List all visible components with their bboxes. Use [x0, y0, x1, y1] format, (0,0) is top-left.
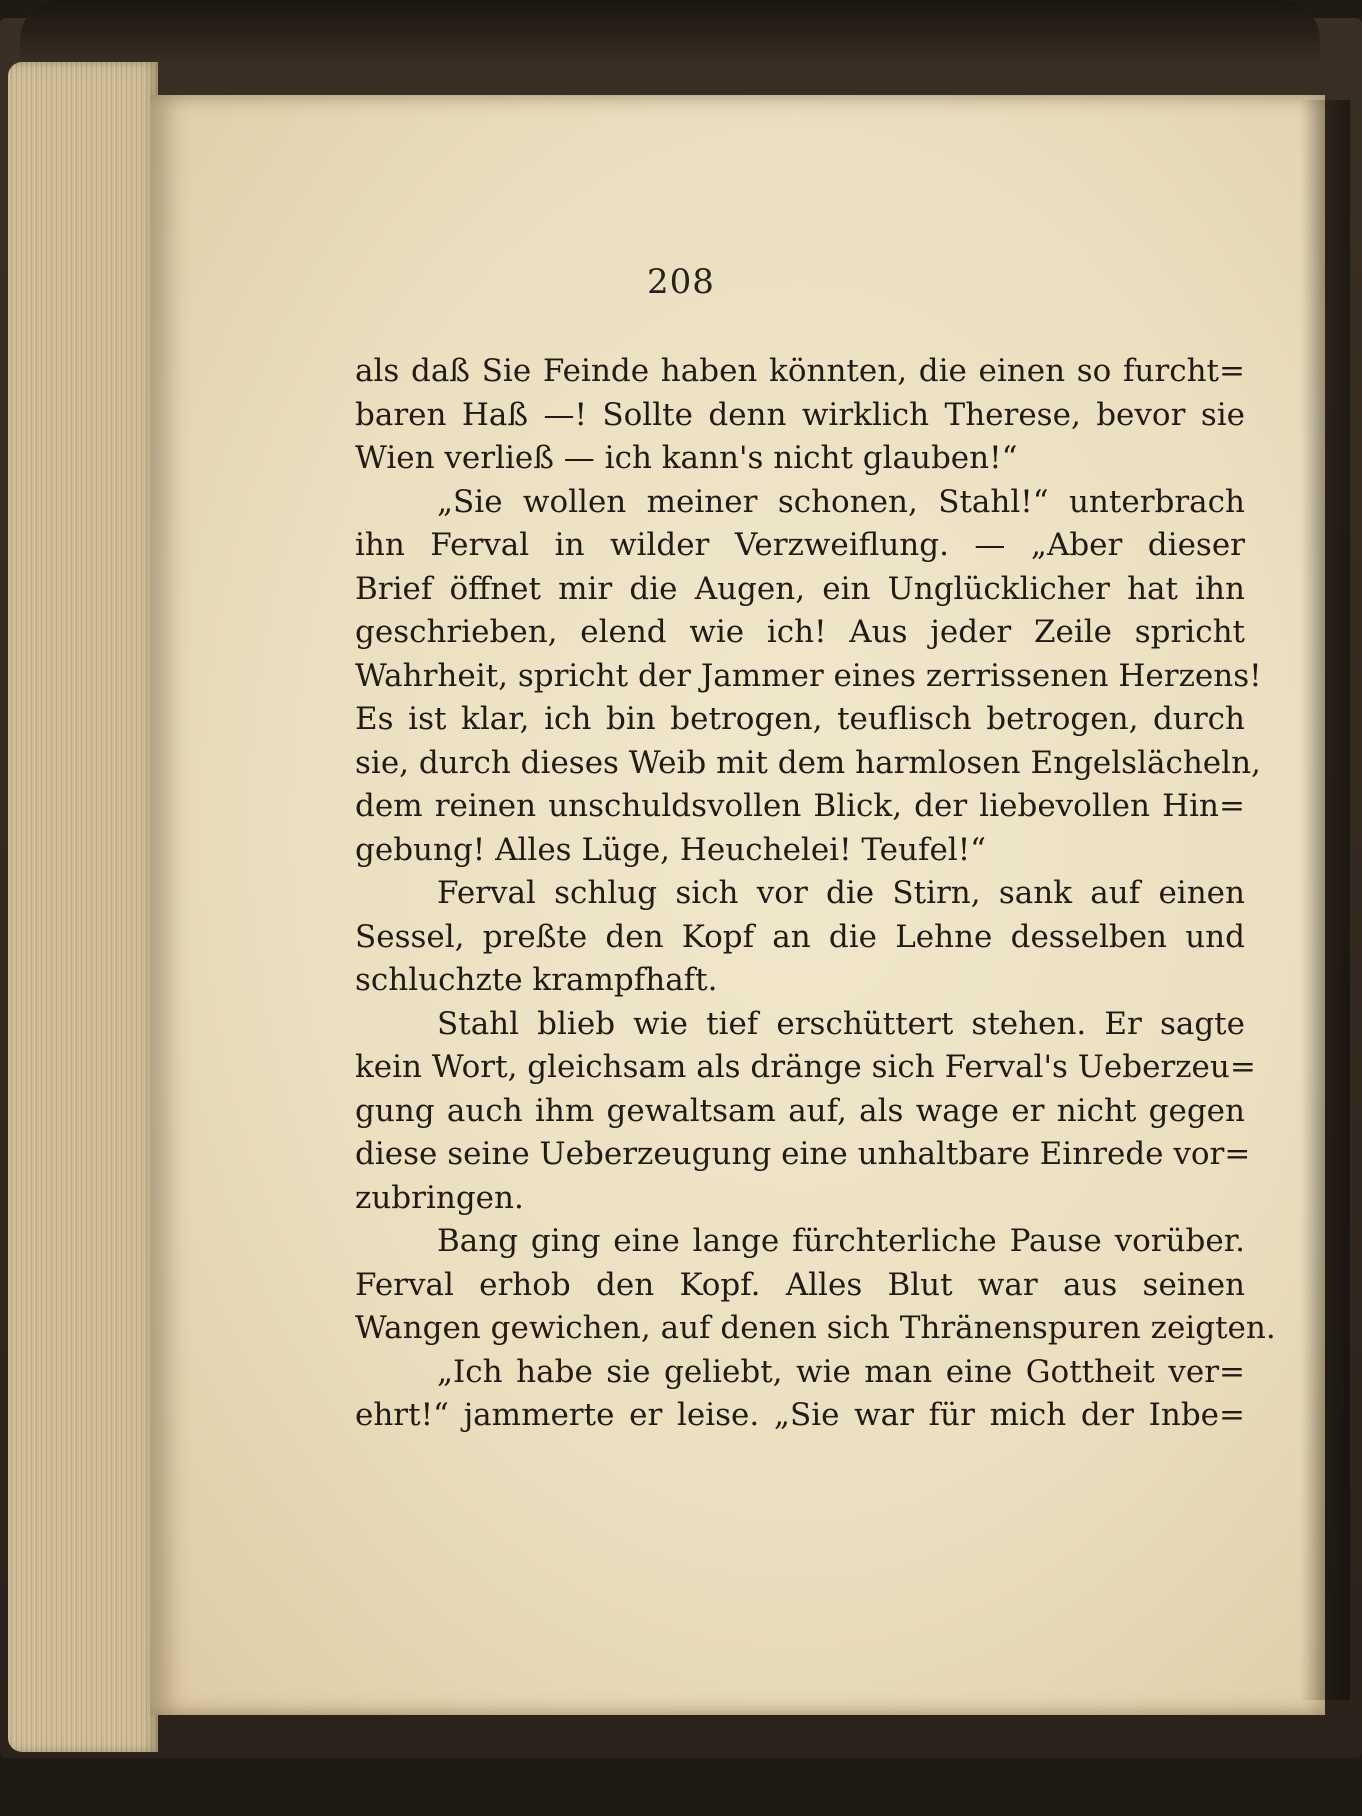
text-line: Brief öffnet mir die Augen, ein Unglücklicher hat ihn	[355, 570, 1245, 607]
page-edges	[8, 62, 158, 1752]
text-line: baren Haß —! Sollte denn wirklich Therese, bevor sie	[355, 396, 1245, 433]
text-line: Wahrheit, spricht der Jammer eines zerrissenen Herzens!	[355, 657, 1262, 694]
text-line: ihn Ferval in wilder Verzweiflung. — „Aber dieser	[355, 527, 1245, 563]
text-line: ehrt!“ jammerte er leise. „Sie war für mich der Inbe=	[355, 1397, 1245, 1433]
text-line: Es ist klar, ich bin betrogen, teuflisch betrogen, durch	[355, 701, 1245, 737]
page-number: 208	[647, 262, 715, 302]
text-line: Wangen gewichen, auf denen sich Thränenspuren zeigten.	[355, 1310, 1276, 1346]
text-line: „Ich habe sie geliebt, wie man eine Gottheit ver=	[437, 1353, 1245, 1390]
text-line: gung auch ihm gewaltsam auf, als wage er nicht gegen	[355, 1092, 1245, 1129]
text-line: Stahl blieb wie tief erschüttert stehen. Er sagte	[437, 1005, 1245, 1042]
text-line: Sessel, preßte den Kopf an die Lehne desselben und	[355, 918, 1245, 955]
text-line: zubringen.	[355, 1179, 524, 1216]
text-line: dem reinen unschuldsvollen Blick, der liebevollen Hin=	[355, 788, 1245, 824]
text-line: diese seine Ueberzeugung eine unhaltbare Einrede vor=	[355, 1136, 1251, 1172]
page-gutter-shadow	[1300, 100, 1350, 1700]
text-line: sie, durch dieses Weib mit dem harmlosen Engelslächeln,	[355, 744, 1261, 781]
text-line: Wien verließ — ich kann's nicht glauben!“	[355, 440, 1018, 476]
text-line: gebung! Alles Lüge, Heuchelei! Teufel!“	[355, 831, 987, 868]
text-line: Bang ging eine lange fürchterliche Pause vorüber.	[437, 1223, 1245, 1259]
text-line: Ferval schlug sich vor die Stirn, sank auf einen	[437, 875, 1245, 911]
text-line: geschrieben, elend wie ich! Aus jeder Zeile spricht	[355, 614, 1245, 650]
book-spine-top	[20, 0, 1320, 70]
text-line: schluchzte krampfhaft.	[355, 962, 718, 998]
text-line: Ferval erhob den Kopf. Alles Blut war aus seinen	[355, 1266, 1245, 1303]
text-line: kein Wort, gleichsam als dränge sich Ferval's Ueberzeu=	[355, 1049, 1256, 1085]
text-line: als daß Sie Feinde haben könnten, die einen so furcht=	[355, 353, 1245, 389]
body-text	[355, 350, 1276, 1438]
text-line: „Sie wollen meiner schonen, Stahl!“ unterbrach	[437, 483, 1245, 520]
